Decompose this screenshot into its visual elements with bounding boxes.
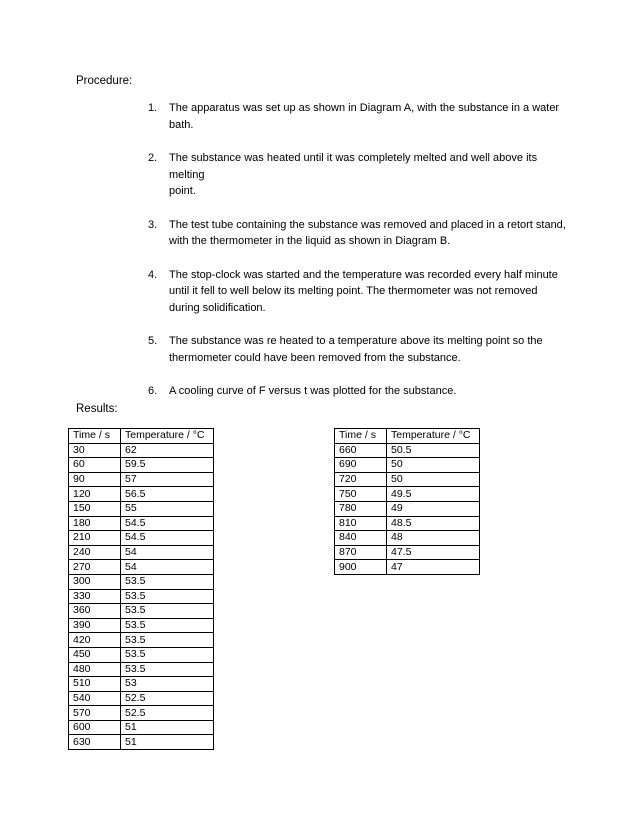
time-cell: 900 — [335, 560, 387, 575]
temperature-cell: 52.5 — [121, 691, 214, 706]
temperature-cell: 50 — [387, 472, 480, 487]
temperature-cell: 49.5 — [387, 487, 480, 502]
table-row — [69, 633, 214, 648]
table-row — [335, 560, 480, 575]
table-row — [69, 458, 214, 473]
time-cell: 390 — [69, 618, 121, 633]
time-cell: 30 — [69, 443, 121, 458]
time-cell: 90 — [69, 472, 121, 487]
procedure-steps — [148, 100, 568, 400]
time-cell: 600 — [69, 720, 121, 735]
temperature-cell: 53.5 — [121, 618, 214, 633]
time-cell: 270 — [69, 560, 121, 575]
temperature-cell: 50.5 — [387, 443, 480, 458]
temperature-cell: 55 — [121, 501, 214, 516]
table-row — [335, 487, 480, 502]
temperature-cell: 52.5 — [121, 706, 214, 721]
step-line: thermometer could have been removed from the substance. — [169, 351, 461, 364]
temperature-cell: 54 — [121, 545, 214, 560]
temperature-cell: 53.5 — [121, 574, 214, 589]
procedure-step — [148, 267, 568, 317]
step-number: 2. — [148, 152, 158, 164]
time-cell: 540 — [69, 691, 121, 706]
step-line: The apparatus was set up as shown in Diagram A, with the substance in a water — [169, 102, 560, 114]
table-row — [69, 589, 214, 604]
table-row — [69, 720, 214, 735]
temperature-cell: 54 — [121, 560, 214, 575]
table-row — [69, 677, 214, 692]
table-row — [69, 691, 214, 706]
table-row — [69, 487, 214, 502]
table-row — [69, 516, 214, 531]
procedure-step — [148, 100, 568, 133]
time-cell: 690 — [335, 458, 387, 473]
temperature-cell: 53.5 — [121, 604, 214, 619]
table-row — [335, 458, 480, 473]
table-header-row — [69, 429, 214, 444]
step-line: point. — [169, 185, 196, 197]
time-cell: 180 — [69, 516, 121, 531]
temperature-header: Temperature / °C — [387, 429, 480, 444]
temperature-cell: 47.5 — [387, 545, 480, 560]
time-cell: 630 — [69, 735, 121, 750]
table-row — [69, 647, 214, 662]
temperature-cell: 48 — [387, 531, 480, 546]
step-line: with the thermometer in the liquid as shown in Diagram B. — [169, 235, 451, 247]
temperature-cell: 51 — [121, 720, 214, 735]
time-cell: 300 — [69, 574, 121, 589]
temperature-cell: 47 — [387, 560, 480, 575]
table-row — [335, 472, 480, 487]
results-table-body — [69, 443, 214, 749]
table-row — [69, 560, 214, 575]
temperature-cell: 57 — [121, 472, 214, 487]
time-cell: 840 — [335, 531, 387, 546]
table-row — [69, 472, 214, 487]
table-header-row — [335, 429, 480, 444]
time-cell: 570 — [69, 706, 121, 721]
time-cell: 120 — [69, 487, 121, 502]
table-row — [69, 735, 214, 750]
table-row — [335, 545, 480, 560]
step-number: 1. — [148, 102, 158, 114]
step-line: The substance was re heated to a temperature above its melting point so the — [169, 335, 543, 347]
time-cell: 60 — [69, 458, 121, 473]
procedure-step — [148, 333, 568, 366]
temperature-cell: 48.5 — [387, 516, 480, 531]
time-cell: 210 — [69, 531, 121, 546]
table-row — [69, 545, 214, 560]
step-line: bath. — [169, 118, 194, 131]
results-table-body — [335, 443, 480, 574]
temperature-cell: 59.5 — [121, 458, 214, 473]
procedure-heading: Procedure: — [76, 75, 133, 87]
step-number: 3. — [148, 218, 158, 231]
time-cell: 750 — [335, 487, 387, 502]
time-cell: 720 — [335, 472, 387, 487]
table-row — [69, 531, 214, 546]
table-row — [69, 443, 214, 458]
temperature-cell: 49 — [387, 501, 480, 516]
procedure-step — [148, 150, 568, 200]
step-line: The substance was heated until it was completely melted and well above its melting — [169, 152, 538, 181]
table-row — [69, 604, 214, 619]
time-cell: 510 — [69, 677, 121, 692]
step-number: 6. — [148, 385, 158, 397]
results-table-left — [68, 428, 214, 750]
time-cell: 780 — [335, 501, 387, 516]
time-cell: 360 — [69, 604, 121, 619]
step-line: during solidification. — [169, 301, 266, 314]
procedure-step — [148, 217, 568, 250]
time-cell: 660 — [335, 443, 387, 458]
table-row — [69, 706, 214, 721]
time-cell: 870 — [335, 545, 387, 560]
time-cell: 240 — [69, 545, 121, 560]
time-cell: 480 — [69, 662, 121, 677]
time-cell: 420 — [69, 633, 121, 648]
temperature-cell: 53.5 — [121, 633, 214, 648]
time-cell: 150 — [69, 501, 121, 516]
results-heading: Results: — [76, 403, 118, 415]
table-row — [69, 574, 214, 589]
table-row — [335, 516, 480, 531]
step-line: The test tube containing the substance was removed and placed in a retort stand, — [169, 218, 566, 231]
time-header: Time / s — [335, 429, 387, 444]
time-cell: 330 — [69, 589, 121, 604]
temperature-cell: 54.5 — [121, 531, 214, 546]
step-line: until it fell to well below its melting point. The thermometer was not removed — [169, 285, 538, 297]
temperature-cell: 50 — [387, 458, 480, 473]
procedure-step — [148, 383, 568, 400]
temperature-cell: 54.5 — [121, 516, 214, 531]
table-row — [335, 531, 480, 546]
temperature-cell: 53.5 — [121, 589, 214, 604]
temperature-cell: 56.5 — [121, 487, 214, 502]
time-cell: 450 — [69, 647, 121, 662]
temperature-header: Temperature / °C — [121, 429, 214, 444]
time-header: Time / s — [69, 429, 121, 444]
step-line: A cooling curve of F versus t was plotted for the substance. — [169, 385, 457, 397]
table-row — [335, 443, 480, 458]
table-row — [69, 501, 214, 516]
results-table-right — [334, 428, 480, 575]
temperature-cell: 62 — [121, 443, 214, 458]
step-line: The stop-clock was started and the temperature was recorded every half minute — [169, 268, 558, 281]
table-row — [335, 501, 480, 516]
time-cell: 810 — [335, 516, 387, 531]
table-row — [69, 618, 214, 633]
temperature-cell: 51 — [121, 735, 214, 750]
temperature-cell: 53.5 — [121, 662, 214, 677]
temperature-cell: 53.5 — [121, 647, 214, 662]
table-row — [69, 662, 214, 677]
temperature-cell: 53 — [121, 677, 214, 692]
step-number: 4. — [148, 268, 158, 281]
step-number: 5. — [148, 335, 158, 347]
